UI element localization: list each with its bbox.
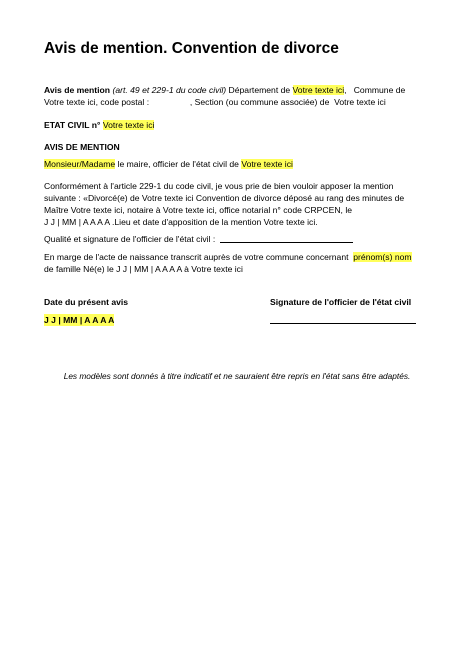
avis-label: Avis de mention (44, 85, 111, 95)
body-line-3: Maître Votre texte ici, notaire à Votre texte ici, office notarial n° code CRPCEN, le (44, 205, 353, 215)
disclaimer-note: Les modèles sont donnés à titre indicatif et ne sauraient être repris en l'état sans être adaptés. (63, 371, 411, 381)
marge-line-1 (44, 251, 412, 263)
articles-ref: (art. 49 et 229-1 du code civil) (112, 85, 227, 95)
document-title: Avis de mention. Convention de divorce (44, 40, 339, 57)
maire-text: le maire, officier de l'état civil de (115, 159, 242, 169)
body-line-4: J J | MM | A A A A .Lieu et date d'apposition de la mention Votre texte ici. (44, 217, 318, 227)
qualite-signature-line[interactable] (220, 242, 353, 243)
section-label: , Section (ou commune associée) de (189, 97, 330, 107)
commune-label: Commune de (353, 85, 406, 95)
header-line-2 (44, 96, 386, 108)
header-line-1: Avis de mention (art. 49 et 229-1 du code civil) Département de Votre texte ici, Commune de (44, 85, 406, 95)
maire-line (44, 158, 293, 170)
section-value-field[interactable]: Votre texte ici (334, 97, 386, 107)
signature-label: Signature de l'officier de l'état civil (270, 297, 412, 307)
salutation-field[interactable]: Monsieur/Madame (44, 159, 116, 169)
commune-value-field[interactable]: Votre texte ici, code postal : (44, 97, 150, 107)
dept-label: Département de (228, 85, 291, 95)
marge-line-2: de famille Né(e) le J J | MM | A A A A à Votre texte ici (44, 264, 243, 274)
etat-civil-value-field[interactable]: Votre texte ici (102, 120, 155, 130)
dept-value-field[interactable]: Votre texte ici (292, 85, 345, 95)
body-line-1: Conformément à l'article 229-1 du code civil, je vous prie de bien vouloir apposer la mention (44, 181, 394, 191)
etat-civil-label: ETAT CIVIL n° (44, 120, 101, 130)
body-line-2: suivante : «Divorcé(e) de Votre texte ici Convention de divorce déposé au rang des minutes de (44, 193, 405, 203)
date-label: Date du présent avis (44, 297, 129, 307)
signature-line[interactable] (270, 323, 416, 324)
marge-text-1: En marge de l'acte de naissance transcrit auprès de votre commune concernant (44, 252, 349, 262)
date-value-field[interactable]: J J | MM | A A A A (44, 315, 115, 325)
maire-place-field[interactable]: Votre texte ici (241, 159, 293, 169)
avis-heading: AVIS DE MENTION (44, 142, 120, 152)
qualite-label: Qualité et signature de l'officier de l'état civil : (44, 234, 216, 244)
qualite-line (44, 233, 215, 245)
prenom-nom-field[interactable]: prénom(s) nom (353, 252, 412, 262)
etat-civil-line (44, 119, 154, 131)
